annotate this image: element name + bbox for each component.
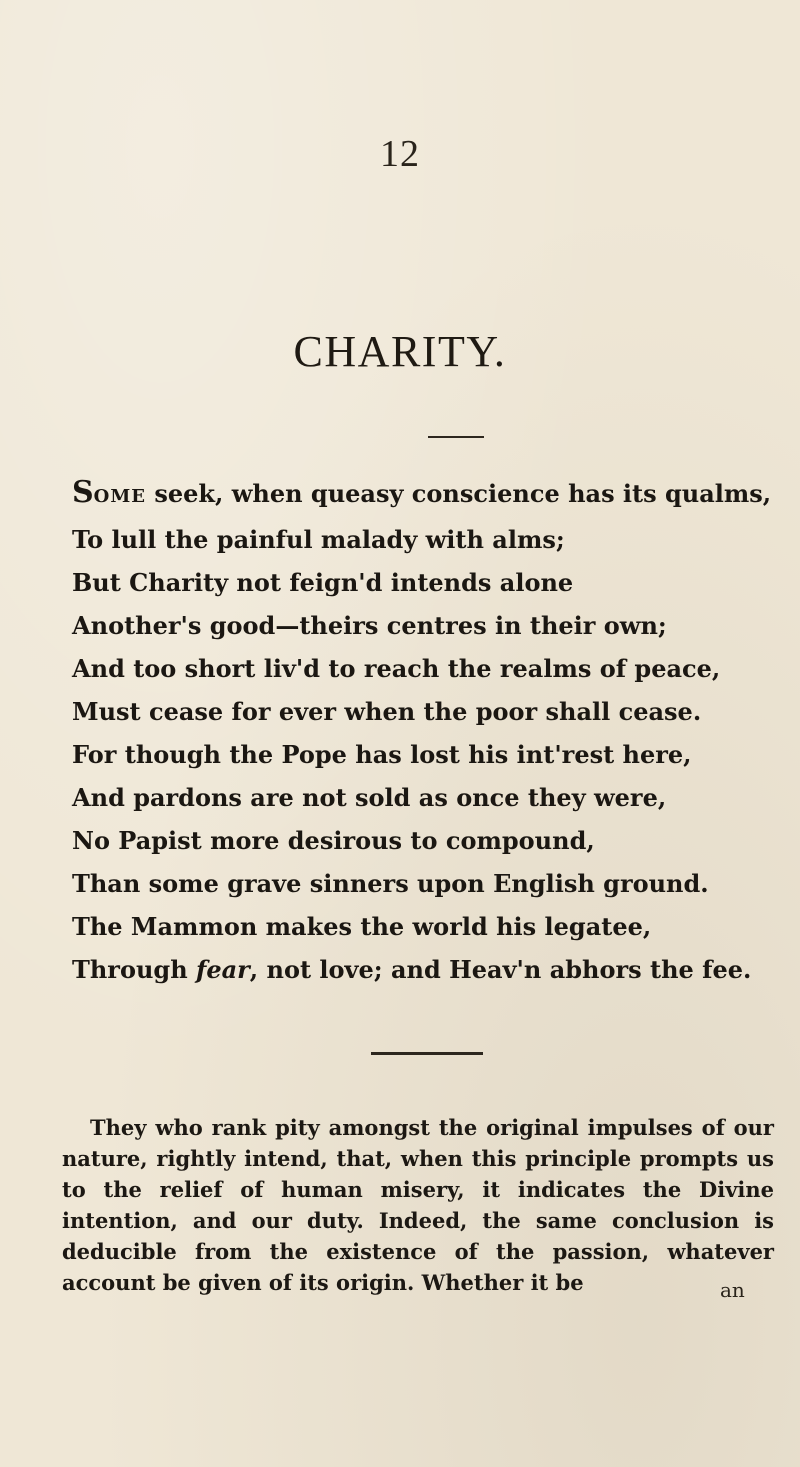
catchword: an bbox=[720, 1278, 745, 1302]
poem-line: No Papist more desirous to compound, bbox=[72, 826, 595, 855]
poem-line: And pardons are not sold as once they were, bbox=[72, 783, 667, 812]
poem bbox=[72, 471, 792, 991]
small-caps: OME bbox=[93, 486, 146, 507]
poem-line: The Mammon makes the world his legatee, bbox=[72, 912, 652, 941]
poem-line: And too short liv'd to reach the realms of peace, bbox=[72, 654, 721, 683]
poem-line: But Charity not feign'd intends alone bbox=[72, 568, 574, 597]
poem-line bbox=[72, 948, 792, 991]
poem-line: Must cease for ever when the poor shall cease. bbox=[72, 697, 702, 726]
poem-line-text: seek, when queasy conscience has its qualms, bbox=[146, 479, 772, 508]
poem-line: Than some grave sinners upon English ground. bbox=[72, 869, 709, 898]
poem-line-text: , not love; and Heav'n abhors the fee. bbox=[249, 955, 752, 984]
drop-cap: S bbox=[72, 475, 94, 510]
poem-line: To lull the painful malady with alms; bbox=[72, 525, 565, 554]
emphasis: fear bbox=[196, 955, 250, 984]
page-title: CHARITY. bbox=[293, 327, 507, 376]
prose-paragraph bbox=[62, 1112, 774, 1298]
paragraph-text: They who rank pity amongst the original impulses of our nature, rightly intend, that, when this principle prompts us to the relief of human misery, it indicates the Divine intention, and our duty. Indeed, the same conclusion is deducible from the existence of the passion, whatever account be given of its origin. Whether it be bbox=[62, 1115, 774, 1295]
page-number: 12 bbox=[380, 133, 420, 175]
section-divider bbox=[371, 1052, 483, 1055]
poem-line bbox=[72, 471, 792, 518]
poem-line-text: Through bbox=[72, 955, 196, 984]
title-divider bbox=[428, 436, 484, 438]
poem-line: Another's good—theirs centres in their own; bbox=[72, 611, 667, 640]
poem-line: For though the Pope has lost his int'rest here, bbox=[72, 740, 692, 769]
